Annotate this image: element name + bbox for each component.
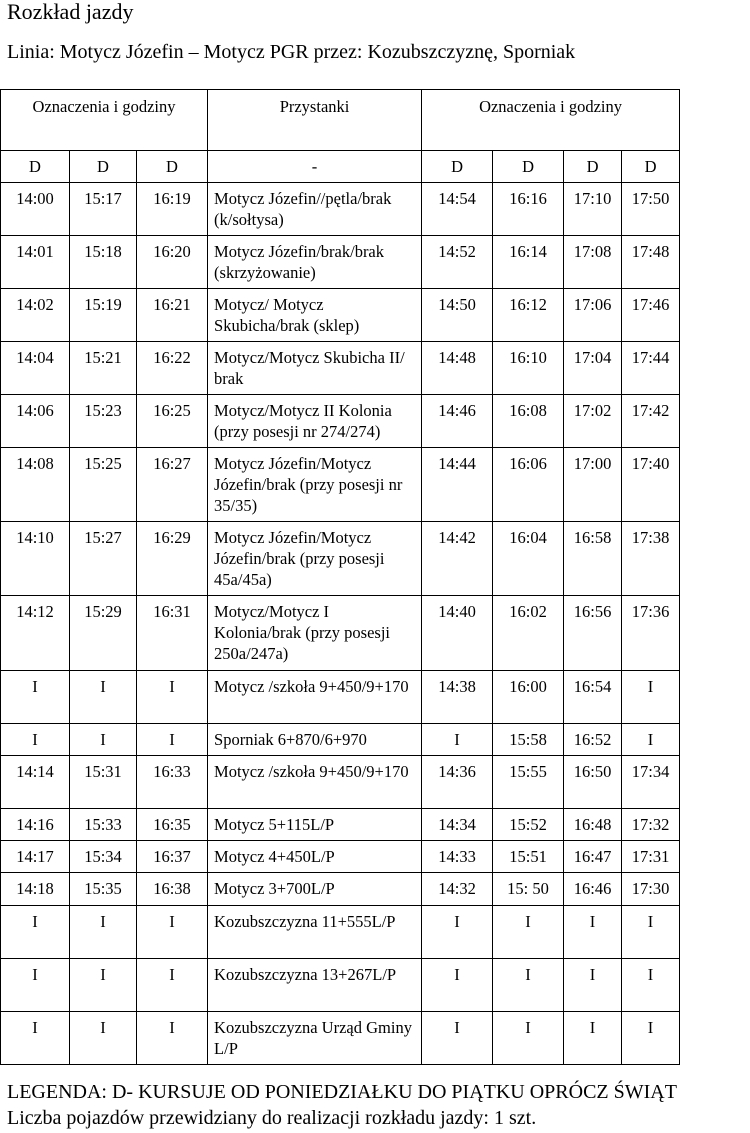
departure-time-cell: 14:10 — [1, 522, 70, 596]
departure-time-cell: 16:56 — [564, 596, 622, 671]
departure-time-cell: 16:16 — [493, 183, 564, 236]
departure-time-cell: 15:27 — [70, 522, 137, 596]
departure-time-cell: 16:12 — [493, 289, 564, 342]
departure-time-cell: 15: 50 — [493, 873, 564, 906]
departure-time-cell: 16:38 — [137, 873, 208, 906]
table-row — [1, 756, 680, 809]
departure-time-cell: 14:33 — [422, 841, 493, 873]
departure-time-cell: 14:50 — [422, 289, 493, 342]
departure-time-cell: 16:48 — [564, 809, 622, 841]
line-info: Linia: Motycz Józefin – Motycz PGR przez: Kozubszczyznę, Sporniak — [7, 41, 576, 63]
stop-name-cell: Kozubszczyzna Urząd Gminy L/P — [208, 1012, 422, 1065]
departure-time-cell: 16:52 — [564, 724, 622, 756]
stop-name-cell: Motycz /szkoła 9+450/9+170 — [208, 756, 422, 809]
departure-time-cell: 16:19 — [137, 183, 208, 236]
departure-time-cell: 17:42 — [622, 395, 680, 448]
departure-time-cell: 14:34 — [422, 809, 493, 841]
departure-time-cell: I — [1, 959, 70, 1012]
stop-name-cell: Motycz/Motycz Skubicha II/ brak — [208, 342, 422, 395]
departure-time-cell: I — [622, 906, 680, 959]
departure-time-cell: I — [493, 1012, 564, 1065]
departure-time-cell: 14:01 — [1, 236, 70, 289]
stop-name-cell: Motycz Józefin/Motycz Józefin/brak (przy posesji nr 35/35) — [208, 448, 422, 522]
departure-time-cell: 17:50 — [622, 183, 680, 236]
departure-time-cell: 14:44 — [422, 448, 493, 522]
departure-time-cell: 16:00 — [493, 671, 564, 724]
departure-time-cell: 16:21 — [137, 289, 208, 342]
table-row — [1, 724, 680, 756]
departure-time-cell: 14:52 — [422, 236, 493, 289]
marker-cell: D — [622, 151, 680, 183]
stop-name-cell: Kozubszczyzna 13+267L/P — [208, 959, 422, 1012]
departure-time-cell: 17:10 — [564, 183, 622, 236]
table-row — [1, 342, 680, 395]
table-row — [1, 959, 680, 1012]
departure-time-cell: I — [622, 959, 680, 1012]
departure-time-cell: 14:02 — [1, 289, 70, 342]
departure-time-cell: 16:08 — [493, 395, 564, 448]
marker-cell: D — [422, 151, 493, 183]
departure-time-cell: I — [564, 959, 622, 1012]
departure-time-cell: I — [564, 906, 622, 959]
departure-time-cell: I — [137, 1012, 208, 1065]
departure-time-cell: 17:30 — [622, 873, 680, 906]
departure-time-cell: 17:02 — [564, 395, 622, 448]
departure-time-cell: 16:20 — [137, 236, 208, 289]
marker-cell: D — [493, 151, 564, 183]
departure-time-cell: 14:54 — [422, 183, 493, 236]
departure-time-cell: 16:27 — [137, 448, 208, 522]
departure-time-cell: 15:23 — [70, 395, 137, 448]
departure-time-cell: I — [70, 906, 137, 959]
header-stops: Przystanki — [208, 90, 422, 151]
departure-time-cell: 15:25 — [70, 448, 137, 522]
departure-time-cell: I — [493, 959, 564, 1012]
departure-time-cell: I — [422, 724, 493, 756]
departure-time-cell: 14:14 — [1, 756, 70, 809]
departure-time-cell: 17:48 — [622, 236, 680, 289]
marker-cell: D — [1, 151, 70, 183]
header-row — [1, 90, 680, 151]
departure-time-cell: 16:37 — [137, 841, 208, 873]
stop-name-cell: Motycz/Motycz I Kolonia/brak (przy posesji 250a/247a) — [208, 596, 422, 671]
departure-time-cell: I — [622, 1012, 680, 1065]
table-row — [1, 289, 680, 342]
departure-time-cell: 14:38 — [422, 671, 493, 724]
departure-time-cell: 15:18 — [70, 236, 137, 289]
header-right-group: Oznaczenia i godziny — [422, 90, 680, 151]
marker-row — [1, 151, 680, 183]
departure-time-cell: 17:36 — [622, 596, 680, 671]
departure-time-cell: 15:52 — [493, 809, 564, 841]
departure-time-cell: 16:02 — [493, 596, 564, 671]
departure-time-cell: 14:16 — [1, 809, 70, 841]
stop-name-cell: Motycz /szkoła 9+450/9+170 — [208, 671, 422, 724]
departure-time-cell: I — [137, 671, 208, 724]
departure-time-cell: 17:34 — [622, 756, 680, 809]
departure-time-cell: I — [622, 671, 680, 724]
departure-time-cell: I — [70, 724, 137, 756]
departure-time-cell: I — [137, 724, 208, 756]
departure-time-cell: I — [422, 906, 493, 959]
stop-name-cell: Motycz 5+115L/P — [208, 809, 422, 841]
table-row — [1, 1012, 680, 1065]
table-row — [1, 522, 680, 596]
departure-time-cell: 17:00 — [564, 448, 622, 522]
table-row — [1, 236, 680, 289]
stop-name-cell: Motycz Józefin//pętla/brak (k/sołtysa) — [208, 183, 422, 236]
departure-time-cell: 14:08 — [1, 448, 70, 522]
timetable-body — [1, 183, 680, 1065]
departure-time-cell: 15:21 — [70, 342, 137, 395]
table-row — [1, 395, 680, 448]
table-row — [1, 671, 680, 724]
departure-time-cell: I — [70, 959, 137, 1012]
page-title: Rozkład jazdy — [7, 0, 134, 24]
departure-time-cell: 15:33 — [70, 809, 137, 841]
departure-time-cell: I — [622, 724, 680, 756]
departure-time-cell: 16:14 — [493, 236, 564, 289]
departure-time-cell: 16:25 — [137, 395, 208, 448]
departure-time-cell: 15:34 — [70, 841, 137, 873]
table-row — [1, 841, 680, 873]
departure-time-cell: 17:44 — [622, 342, 680, 395]
departure-time-cell: 17:31 — [622, 841, 680, 873]
stop-name-cell: Motycz/ Motycz Skubicha/brak (sklep) — [208, 289, 422, 342]
departure-time-cell: 14:04 — [1, 342, 70, 395]
departure-time-cell: I — [1, 1012, 70, 1065]
table-row — [1, 873, 680, 906]
table-row — [1, 448, 680, 522]
departure-time-cell: 17:32 — [622, 809, 680, 841]
departure-time-cell: 14:32 — [422, 873, 493, 906]
departure-time-cell: 16:04 — [493, 522, 564, 596]
departure-time-cell: 14:17 — [1, 841, 70, 873]
departure-time-cell: 16:58 — [564, 522, 622, 596]
departure-time-cell: 15:31 — [70, 756, 137, 809]
marker-cell: D — [70, 151, 137, 183]
departure-time-cell: 14:36 — [422, 756, 493, 809]
departure-time-cell: 16:06 — [493, 448, 564, 522]
departure-time-cell: 16:10 — [493, 342, 564, 395]
table-row — [1, 906, 680, 959]
departure-time-cell: 14:12 — [1, 596, 70, 671]
stop-name-cell: Motycz/Motycz II Kolonia (przy posesji nr 274/274) — [208, 395, 422, 448]
departure-time-cell: I — [422, 1012, 493, 1065]
marker-cell: D — [564, 151, 622, 183]
stop-name-cell: Kozubszczyzna 11+555L/P — [208, 906, 422, 959]
stop-name-cell: Motycz Józefin/brak/brak (skrzyżowanie) — [208, 236, 422, 289]
legend: LEGENDA: D- KURSUJE OD PONIEDZIAŁKU DO PIĄTKU OPRÓCZ ŚWIĄT — [7, 1081, 677, 1103]
marker-cell: - — [208, 151, 422, 183]
departure-time-cell: 14:06 — [1, 395, 70, 448]
timetable — [0, 89, 680, 1065]
departure-time-cell: 17:40 — [622, 448, 680, 522]
departure-time-cell: 16:31 — [137, 596, 208, 671]
stop-name-cell: Motycz 3+700L/P — [208, 873, 422, 906]
table-row — [1, 809, 680, 841]
departure-time-cell: 16:35 — [137, 809, 208, 841]
stop-name-cell: Sporniak 6+870/6+970 — [208, 724, 422, 756]
departure-time-cell: I — [1, 724, 70, 756]
table-row — [1, 183, 680, 236]
departure-time-cell: 17:08 — [564, 236, 622, 289]
departure-time-cell: 17:38 — [622, 522, 680, 596]
departure-time-cell: I — [1, 906, 70, 959]
departure-time-cell: 14:46 — [422, 395, 493, 448]
departure-time-cell: I — [493, 906, 564, 959]
departure-time-cell: 14:40 — [422, 596, 493, 671]
departure-time-cell: 15:51 — [493, 841, 564, 873]
departure-time-cell: I — [70, 671, 137, 724]
departure-time-cell: I — [564, 1012, 622, 1065]
departure-time-cell: 15:19 — [70, 289, 137, 342]
departure-time-cell: 16:22 — [137, 342, 208, 395]
departure-time-cell: 16:50 — [564, 756, 622, 809]
departure-time-cell: 15:29 — [70, 596, 137, 671]
departure-time-cell: 16:29 — [137, 522, 208, 596]
departure-time-cell: I — [1, 671, 70, 724]
departure-time-cell: I — [137, 959, 208, 1012]
departure-time-cell: 16:54 — [564, 671, 622, 724]
departure-time-cell: 16:46 — [564, 873, 622, 906]
departure-time-cell: 15:17 — [70, 183, 137, 236]
table-row — [1, 596, 680, 671]
departure-time-cell: 14:42 — [422, 522, 493, 596]
departure-time-cell: 14:00 — [1, 183, 70, 236]
departure-time-cell: 16:33 — [137, 756, 208, 809]
departure-time-cell: 14:18 — [1, 873, 70, 906]
departure-time-cell: 17:06 — [564, 289, 622, 342]
departure-time-cell: 15:35 — [70, 873, 137, 906]
departure-time-cell: 17:04 — [564, 342, 622, 395]
departure-time-cell: 15:55 — [493, 756, 564, 809]
departure-time-cell: 15:58 — [493, 724, 564, 756]
vehicle-count: Liczba pojazdów przewidziany do realizacji rozkładu jazdy: 1 szt. — [7, 1107, 537, 1129]
departure-time-cell: 17:46 — [622, 289, 680, 342]
departure-time-cell: I — [70, 1012, 137, 1065]
stop-name-cell: Motycz 4+450L/P — [208, 841, 422, 873]
header-left-group: Oznaczenia i godziny — [1, 90, 208, 151]
marker-cell: D — [137, 151, 208, 183]
departure-time-cell: 14:48 — [422, 342, 493, 395]
departure-time-cell: I — [422, 959, 493, 1012]
stop-name-cell: Motycz Józefin/Motycz Józefin/brak (przy posesji 45a/45a) — [208, 522, 422, 596]
departure-time-cell: I — [137, 906, 208, 959]
departure-time-cell: 16:47 — [564, 841, 622, 873]
